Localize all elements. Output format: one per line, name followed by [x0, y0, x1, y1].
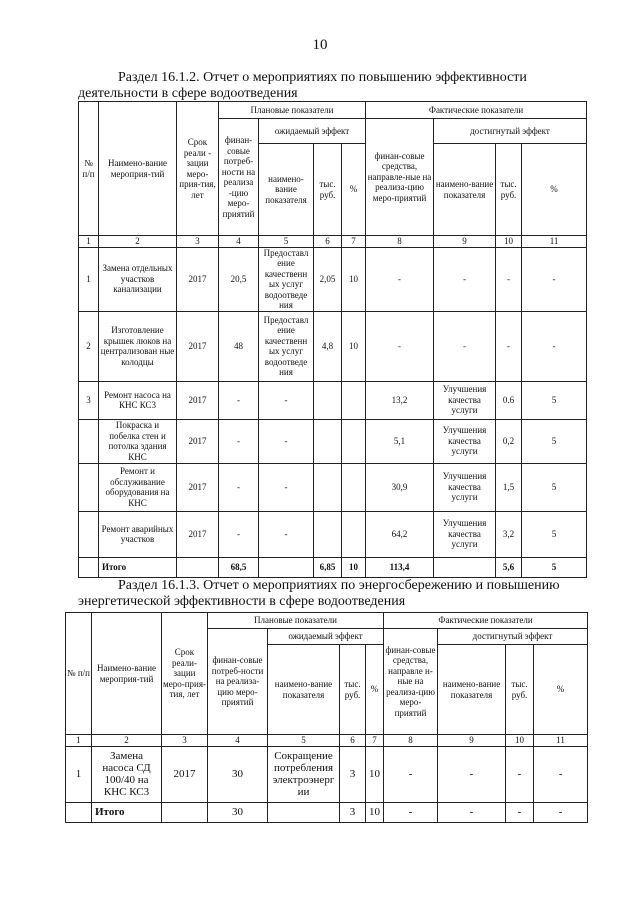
column-numbers-row [79, 236, 587, 248]
cell-name: Замена насоса СД 100/40 на КНС КС3 [92, 746, 162, 802]
col-number: 5 [259, 236, 314, 248]
header-plan-fin: финан-совые потреб-ности на реализа -цию меро-приятий [219, 119, 259, 236]
cell-term: 2017 [177, 381, 219, 419]
header-plan-fin: финан-совые потреб-ности на реализа-цию меро-приятий [208, 629, 268, 735]
cell-fact-ind: Улучшения качества услуги [434, 381, 496, 419]
cell-plan-pct [342, 511, 366, 557]
cell-fact-fin: 5,1 [366, 419, 434, 463]
cell-fact-pct: 5 [522, 419, 587, 463]
col-number: 1 [66, 735, 92, 747]
cell-total-plan-ind [268, 802, 340, 822]
cell-term: 2017 [162, 746, 208, 802]
cell-term: 2017 [177, 419, 219, 463]
cell-plan-pct: 10 [342, 311, 366, 381]
cell-fact-thous: - [496, 247, 522, 311]
cell-fact-fin: 64,2 [366, 511, 434, 557]
column-numbers-row [66, 735, 588, 747]
cell-fact-pct: 5 [522, 381, 587, 419]
section1-heading-line2: деятельности в сфере водоотведения [78, 86, 298, 101]
header-num: № п/п [66, 613, 92, 735]
header-fact-ind-name: наимено-вание показателя [434, 144, 496, 236]
col-number: 3 [177, 236, 219, 248]
cell-num [79, 419, 99, 463]
col-number: 11 [522, 236, 587, 248]
cell-total-fact-pct: 5 [522, 557, 587, 577]
cell-fact-fin: - [366, 311, 434, 381]
table-row [79, 311, 587, 381]
cell-fact-fin: 30,9 [366, 463, 434, 511]
cell-fact-ind: Улучшения качества услуги [434, 511, 496, 557]
header-fact-pct: % [534, 645, 588, 735]
table-row [79, 419, 587, 463]
cell-total-fact-ind [434, 557, 496, 577]
header-name: Наимено-вание мероприя-тий [99, 102, 177, 236]
cell-plan-ind: Предоставл ение качественн ых услуг водоотведе ния [259, 247, 314, 311]
cell-fact-ind: - [438, 746, 506, 802]
cell-fact-ind: Улучшения качества услуги [434, 419, 496, 463]
cell-fact-thous: - [506, 746, 534, 802]
header-fact-fin: финан-совые средства, направле-ные на реализа-цию меро-приятий [366, 119, 434, 236]
cell-total-plan-thous: 3 [340, 802, 366, 822]
cell-term: 2017 [177, 311, 219, 381]
header-fact-ind-name: наимено-вание показателя [438, 645, 506, 735]
cell-fact-ind: - [434, 311, 496, 381]
section1-heading-line1: Раздел 16.1.2. Отчет о мероприятиях по повышению эффективности [118, 70, 527, 85]
cell-fact-fin: - [366, 247, 434, 311]
cell-total-label: Итого [92, 802, 162, 822]
cell-num: 1 [79, 247, 99, 311]
cell-plan-fin: - [219, 511, 259, 557]
col-number: 7 [366, 735, 384, 747]
header-fact-group: Фактические показатели [366, 102, 587, 119]
header-fact-fin: финан-совые средства, направле н-ные на реализа-цию меро-приятий [384, 629, 438, 735]
col-number: 3 [162, 735, 208, 747]
col-number: 4 [208, 735, 268, 747]
cell-plan-fin: 30 [208, 746, 268, 802]
cell-term [177, 557, 219, 577]
cell-total-fact-thous: - [506, 802, 534, 822]
header-planned-group: Плановые показатели [219, 102, 366, 119]
cell-fact-thous: 0.6 [496, 381, 522, 419]
cell-name: Ремонт насоса на КНС КС3 [99, 381, 177, 419]
cell-num [66, 802, 92, 822]
col-number: 2 [99, 236, 177, 248]
header-plan-thous: тыс. руб. [314, 144, 342, 236]
cell-total-fact-pct: - [534, 802, 588, 822]
table-row [66, 746, 588, 802]
cell-fact-thous: 0,2 [496, 419, 522, 463]
cell-total-fact-fin: 113,4 [366, 557, 434, 577]
col-number: 10 [506, 735, 534, 747]
header-plan-pct: % [366, 645, 384, 735]
cell-name: Изготовление крышек люков на централизован ные колодцы [99, 311, 177, 381]
cell-plan-pct [342, 463, 366, 511]
col-number: 8 [384, 735, 438, 747]
cell-name: Ремонт и обслуживание оборудования на КНС [99, 463, 177, 511]
cell-num [79, 511, 99, 557]
cell-fact-pct: - [522, 247, 587, 311]
col-number: 2 [92, 735, 162, 747]
header-plan-effect: ожидаемый эффект [259, 119, 366, 144]
cell-fact-pct: - [534, 746, 588, 802]
header-name: Наимено-вание мероприя-тий [92, 613, 162, 735]
cell-plan-ind: Предоставл ение качественн ых услуг водоотведе ния [259, 311, 314, 381]
col-number: 7 [342, 236, 366, 248]
cell-total-plan-fin: 68,5 [219, 557, 259, 577]
table-row [79, 247, 587, 311]
cell-plan-thous: 4,8 [314, 311, 342, 381]
cell-plan-fin: - [219, 419, 259, 463]
section1-table [78, 101, 587, 578]
table-row [79, 381, 587, 419]
cell-plan-fin: 20,5 [219, 247, 259, 311]
header-term: Срок реали - зации меро-прия-тия, лет [177, 102, 219, 236]
cell-num: 1 [66, 746, 92, 802]
col-number: 6 [314, 236, 342, 248]
col-number: 11 [534, 735, 588, 747]
header-term: Срок реали-зации меро-прия-тия, лет [162, 613, 208, 735]
table-row [79, 511, 587, 557]
cell-num: 3 [79, 381, 99, 419]
section2-table [65, 612, 588, 823]
col-number: 5 [268, 735, 340, 747]
cell-total-label: Итого [99, 557, 177, 577]
cell-fact-pct: - [522, 311, 587, 381]
cell-term: 2017 [177, 463, 219, 511]
cell-fact-fin: 13,2 [366, 381, 434, 419]
cell-name: Ремонт аварийных участков [99, 511, 177, 557]
total-row [66, 802, 588, 822]
cell-term [162, 802, 208, 822]
cell-fact-thous: - [496, 311, 522, 381]
cell-total-fact-ind: - [438, 802, 506, 822]
cell-plan-thous [314, 381, 342, 419]
header-fact-thous: тыс. руб. [496, 144, 522, 236]
total-row [79, 557, 587, 577]
cell-plan-ind: - [259, 381, 314, 419]
cell-term: 2017 [177, 511, 219, 557]
cell-total-fact-thous: 5,6 [496, 557, 522, 577]
cell-total-fact-fin: - [384, 802, 438, 822]
col-number: 1 [79, 236, 99, 248]
cell-fact-ind: - [434, 247, 496, 311]
cell-plan-thous [314, 419, 342, 463]
cell-plan-thous [314, 463, 342, 511]
header-fact-thous: тыс. руб. [506, 645, 534, 735]
header-plan-ind-name: наимено-вание показателя [268, 645, 340, 735]
cell-plan-pct [342, 381, 366, 419]
header-num: № п/п [79, 102, 99, 236]
cell-plan-thous: 2,05 [314, 247, 342, 311]
cell-num: 2 [79, 311, 99, 381]
cell-plan-pct: 10 [366, 746, 384, 802]
cell-plan-ind: - [259, 419, 314, 463]
header-fact-group: Фактические показатели [384, 613, 588, 629]
header-plan-ind-name: наимено-вание показателя [259, 144, 314, 236]
cell-total-plan-pct: 10 [366, 802, 384, 822]
cell-num [79, 463, 99, 511]
col-number: 8 [366, 236, 434, 248]
cell-total-plan-ind [259, 557, 314, 577]
section2-heading-line1: Раздел 16.1.3. Отчет о мероприятиях по энергосбережению и повышению [118, 578, 560, 593]
cell-total-plan-pct: 10 [342, 557, 366, 577]
cell-fact-pct: 5 [522, 511, 587, 557]
cell-plan-fin: 48 [219, 311, 259, 381]
cell-plan-thous [314, 511, 342, 557]
col-number: 9 [438, 735, 506, 747]
cell-fact-fin: - [384, 746, 438, 802]
cell-name: Покраска и побелка стен и потолка здания КНС [99, 419, 177, 463]
cell-plan-ind: - [259, 511, 314, 557]
header-plan-pct: % [342, 144, 366, 236]
cell-num [79, 557, 99, 577]
cell-plan-ind: Сокращение потребления электроэнерг ии [268, 746, 340, 802]
col-number: 6 [340, 735, 366, 747]
cell-plan-pct [342, 419, 366, 463]
header-fact-pct: % [522, 144, 587, 236]
cell-total-plan-fin: 30 [208, 802, 268, 822]
cell-fact-thous: 3,2 [496, 511, 522, 557]
col-number: 4 [219, 236, 259, 248]
cell-fact-ind: Улучшения качества услуги [434, 463, 496, 511]
cell-plan-fin: - [219, 463, 259, 511]
cell-name: Замена отдельных участков канализации [99, 247, 177, 311]
col-number: 9 [434, 236, 496, 248]
header-fact-effect: достигнутый эффект [438, 629, 588, 645]
cell-plan-pct: 10 [342, 247, 366, 311]
cell-plan-thous: 3 [340, 746, 366, 802]
table-row [79, 463, 587, 511]
header-plan-effect: ожидаемый эффект [268, 629, 384, 645]
page-number: 10 [312, 37, 328, 53]
col-number: 10 [496, 236, 522, 248]
cell-total-plan-thous: 6,85 [314, 557, 342, 577]
section2-heading-line2: энергетической эффективности в сфере водоотведения [78, 594, 406, 609]
header-planned-group: Плановые показатели [208, 613, 384, 629]
header-fact-effect: достигнутый эффект [434, 119, 587, 144]
cell-fact-pct: 5 [522, 463, 587, 511]
cell-plan-ind: - [259, 463, 314, 511]
cell-plan-fin: - [219, 381, 259, 419]
cell-term: 2017 [177, 247, 219, 311]
header-plan-thous: тыс. руб. [340, 645, 366, 735]
cell-fact-thous: 1,5 [496, 463, 522, 511]
